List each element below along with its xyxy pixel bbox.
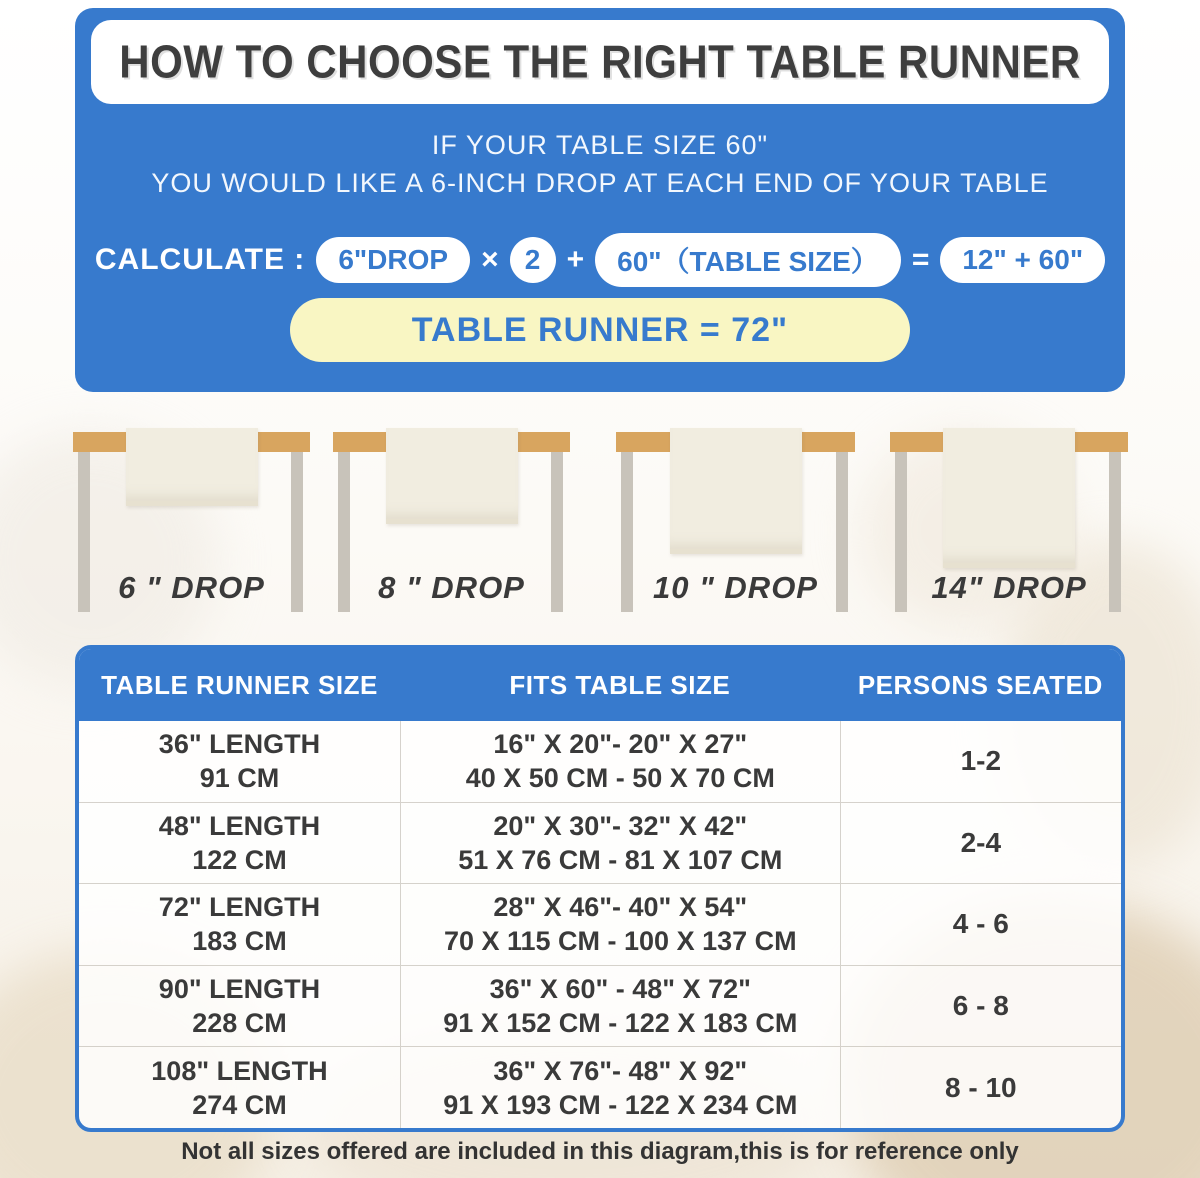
table-row <box>79 965 1121 1047</box>
runner-length-cm: 122 CM <box>192 844 287 875</box>
fits-size-cm: 91 X 152 CM - 122 X 183 CM <box>443 1008 798 1039</box>
runner-length-inches: 48" LENGTH <box>158 810 321 841</box>
table-size-pill: 60"（TABLE SIZE） <box>595 233 901 287</box>
fits-size-cm: 51 X 76 CM - 81 X 107 CM <box>458 844 783 875</box>
table-runner-graphic <box>943 428 1075 568</box>
result-pill: TABLE RUNNER = 72" <box>290 298 910 362</box>
column-header-runner-size: TABLE RUNNER SIZE <box>101 669 378 700</box>
table-row <box>79 1046 1121 1128</box>
drop-label: 6 " DROP <box>118 570 265 605</box>
fits-size-cell <box>400 1047 840 1128</box>
drop-label: 10 " DROP <box>653 570 818 605</box>
persons-value: 2-4 <box>960 826 1002 858</box>
fits-size-inches: 28" X 46"- 40" X 54" <box>493 892 748 923</box>
table-illustration-6in-drop <box>73 420 310 648</box>
persons-value: 4 - 6 <box>952 908 1009 940</box>
persons-value: 1-2 <box>960 745 1002 777</box>
table-illustration-10in-drop <box>616 420 855 648</box>
sum-pill: 12" + 60" <box>940 237 1105 283</box>
runner-length-cm: 274 CM <box>192 1089 287 1120</box>
times-two-badge: 2 <box>510 237 556 283</box>
persons-cell <box>840 1047 1121 1128</box>
title-banner <box>91 20 1109 104</box>
table-illustration-8in-drop <box>333 420 570 648</box>
fits-size-cell <box>400 721 840 802</box>
drop-label: 8 " DROP <box>378 570 525 605</box>
table-row <box>79 883 1121 965</box>
subtitle-line1: IF YOUR TABLE SIZE 60" <box>431 130 769 160</box>
fits-size-cm: 91 X 193 CM - 122 X 234 CM <box>443 1089 798 1120</box>
runner-length-inches: 72" LENGTH <box>158 892 321 923</box>
runner-length-cm: 183 CM <box>192 926 287 957</box>
fits-size-cell <box>400 803 840 884</box>
calculation-row <box>83 234 1117 286</box>
multiply-operator: × <box>481 243 499 276</box>
runner-length-inches: 36" LENGTH <box>158 729 321 760</box>
persons-cell <box>840 803 1121 884</box>
runner-size-cell <box>79 721 400 802</box>
table-runner-graphic <box>126 428 258 506</box>
fits-size-inches: 36" X 76"- 48" X 92" <box>493 1055 748 1086</box>
fits-size-cm: 70 X 115 CM - 100 X 137 CM <box>443 926 797 957</box>
fits-size-cell <box>400 884 840 965</box>
persons-cell <box>840 966 1121 1047</box>
runner-length-cm: 228 CM <box>192 1008 287 1039</box>
plus-operator: + <box>566 243 585 276</box>
runner-length-cm: 91 CM <box>199 763 280 794</box>
size-chart <box>75 645 1125 1132</box>
drop-label: 14" DROP <box>931 570 1087 605</box>
runner-length-inches: 90" LENGTH <box>158 974 321 1005</box>
runner-size-cell <box>79 966 400 1047</box>
drop-illustrations <box>0 420 1200 648</box>
page-title: HOW TO CHOOSE THE RIGHT TABLE RUNNER <box>119 35 1081 88</box>
column-header-persons: PERSONS SEATED <box>857 669 1103 700</box>
runner-size-cell <box>79 884 400 965</box>
persons-cell <box>840 884 1121 965</box>
subtitle-line2: YOU WOULD LIKE A 6-INCH DROP AT EACH END OF YOUR TABLE <box>151 168 1049 198</box>
fits-size-cm: 40 X 50 CM - 50 X 70 CM <box>465 763 775 794</box>
column-header-fits-size: FITS TABLE SIZE <box>509 669 731 700</box>
calculate-label: CALCULATE : <box>94 243 306 276</box>
table-runner-graphic <box>670 428 802 554</box>
runner-size-cell <box>79 1047 400 1128</box>
size-chart-body <box>79 721 1121 1128</box>
persons-cell <box>840 721 1121 802</box>
footnote: Not all sizes offered are included in this diagram,this is for reference only <box>181 1138 1019 1165</box>
persons-value: 8 - 10 <box>945 1071 1017 1103</box>
equals-operator: = <box>911 243 930 276</box>
drop-value-pill: 6"DROP <box>316 237 470 283</box>
table-runner-graphic <box>386 428 518 524</box>
persons-value: 6 - 8 <box>952 990 1009 1022</box>
size-chart-header <box>79 649 1121 721</box>
table-row <box>79 802 1121 884</box>
fits-size-inches: 16" X 20"- 20" X 27" <box>493 729 748 760</box>
fits-size-inches: 20" X 30"- 32" X 42" <box>493 810 748 841</box>
fits-size-inches: 36" X 60" - 48" X 72" <box>489 974 751 1005</box>
runner-length-inches: 108" LENGTH <box>151 1055 328 1086</box>
fits-size-cell <box>400 966 840 1047</box>
table-illustration-14in-drop <box>890 420 1128 648</box>
header-panel <box>75 8 1125 392</box>
runner-size-cell <box>79 803 400 884</box>
table-row <box>79 721 1121 802</box>
